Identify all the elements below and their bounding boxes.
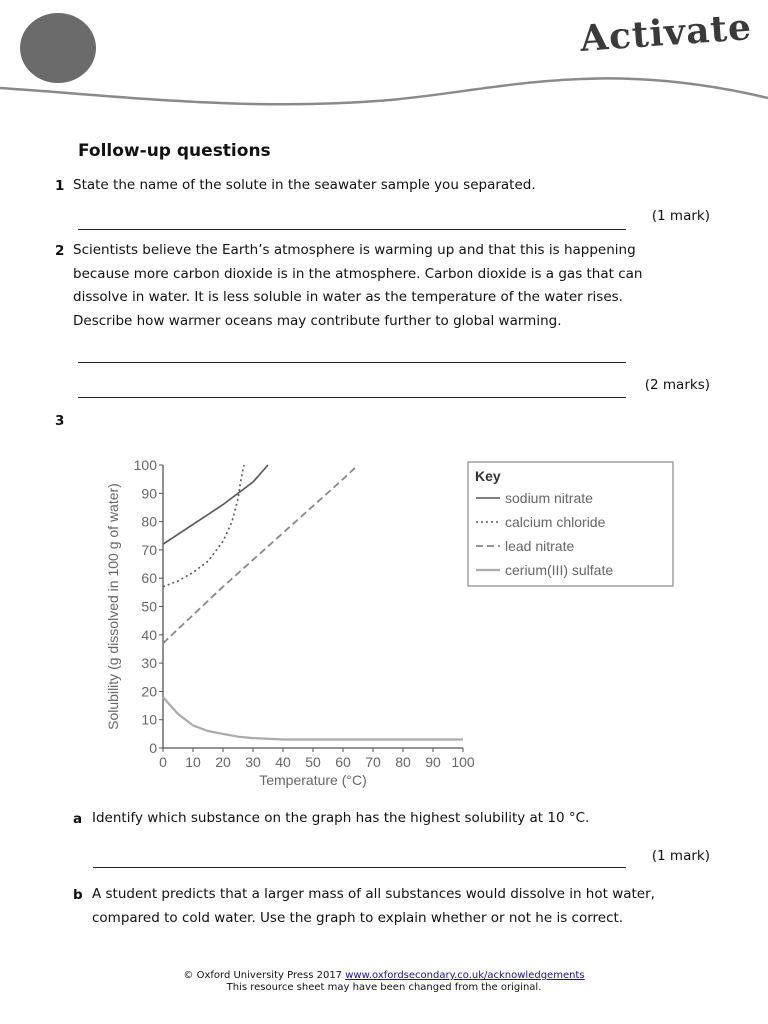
chart-x-tick-label: 0 <box>159 754 167 770</box>
marks-q3a: (1 mark) <box>651 848 710 864</box>
answer-line-q2-1[interactable] <box>78 362 626 363</box>
chart-series-line <box>163 465 358 643</box>
chart-y-tick-label: 10 <box>141 711 157 728</box>
chart-series-line <box>163 465 268 544</box>
chart-legend-label: sodium nitrate <box>505 490 593 506</box>
chart-x-tick-label: 20 <box>215 754 231 770</box>
chart-y-axis-label: Solubility (g dissolved in 100 g of water) <box>105 483 121 730</box>
chart-y-tick-label: 70 <box>141 541 157 558</box>
acknowledgements-link[interactable]: www.oxfordsecondary.co.uk/acknowledgements <box>345 970 585 981</box>
question-3b-letter: b <box>73 887 83 903</box>
chart-legend-title: Key <box>475 468 501 484</box>
question-3b-line: compared to cold water. Use the graph to explain whether or not he is correct. <box>92 909 624 926</box>
question-1-text: State the name of the solute in the seawater sample you separated. <box>73 177 536 193</box>
chart-axes <box>163 465 463 748</box>
question-3-number: 3 <box>55 413 65 429</box>
answer-line-q3a[interactable] <box>93 867 626 868</box>
footer-copyright: © Oxford University Press 2017 <box>183 970 346 981</box>
chart-x-axis-label: Temperature (°C) <box>259 772 367 788</box>
chart-series-line <box>163 465 244 587</box>
chart-legend-label: lead nitrate <box>505 538 575 554</box>
chart-legend-label: cerium(III) sulfate <box>505 562 614 578</box>
chart-x-tick-label: 60 <box>335 754 351 770</box>
chart-x-tick-label: 10 <box>185 754 201 770</box>
solubility-chart <box>90 450 690 795</box>
marks-q1: (1 mark) <box>651 208 710 224</box>
question-2-line: because more carbon dioxide is in the atmosphere. Carbon dioxide is a gas that can <box>73 265 643 282</box>
chart-y-tick-label: 90 <box>141 485 157 502</box>
footer-copyright-line <box>0 970 768 982</box>
question-1-number: 1 <box>55 178 65 194</box>
brand-logo: Activate <box>578 6 754 60</box>
chart-x-tick-label: 40 <box>275 754 291 770</box>
chart-x-tick-label: 30 <box>245 754 261 770</box>
chart-legend-label: calcium chloride <box>505 514 606 530</box>
question-3a-letter: a <box>73 811 83 827</box>
chart-series <box>163 465 463 740</box>
answer-line-q1[interactable] <box>78 229 626 230</box>
chart-x-tick-label: 70 <box>365 754 381 770</box>
footer-note: This resource sheet may have been changed from the original. <box>226 982 542 993</box>
solubility-chart-svg <box>90 450 690 795</box>
chart-y-tick-label: 50 <box>141 598 157 615</box>
chart-y-tick-label: 40 <box>141 626 157 643</box>
page-title: Follow-up questions <box>78 141 271 161</box>
chart-x-tick-label: 100 <box>451 754 475 770</box>
chart-x-tick-label: 50 <box>305 754 321 770</box>
chart-legend <box>468 462 673 586</box>
chart-y-tick-label: 100 <box>133 457 157 473</box>
marks-q2: (2 marks) <box>644 377 710 393</box>
chart-x-tick-label: 90 <box>425 754 441 770</box>
question-3a-text: Identify which substance on the graph has the highest solubility at 10 °C. <box>92 810 590 826</box>
question-2-number: 2 <box>55 243 65 259</box>
header-circle-logo <box>20 13 96 83</box>
chart-x-tick-label: 80 <box>395 754 411 770</box>
chart-ticks <box>134 457 475 770</box>
chart-y-tick-label: 20 <box>141 683 157 700</box>
question-2-text <box>73 239 713 333</box>
chart-series-line <box>163 697 463 739</box>
chart-y-tick-label: 60 <box>141 570 157 587</box>
chart-y-tick-label: 80 <box>141 513 157 530</box>
chart-y-tick-label: 30 <box>141 655 157 672</box>
question-3b-line: A student predicts that a larger mass of all substances would dissolve in hot water, <box>92 886 655 902</box>
answer-line-q2-2[interactable] <box>78 397 626 398</box>
chart-y-tick-label: 0 <box>149 740 157 756</box>
question-3b-text <box>92 883 732 930</box>
question-2-line: Scientists believe the Earth’s atmosphere is warming up and that this is happening <box>73 242 636 258</box>
footer <box>0 970 768 994</box>
question-2-line: Describe how warmer oceans may contribute further to global warming. <box>73 312 562 329</box>
question-2-line: dissolve in water. It is less soluble in water as the temperature of the water rises. <box>73 289 623 305</box>
